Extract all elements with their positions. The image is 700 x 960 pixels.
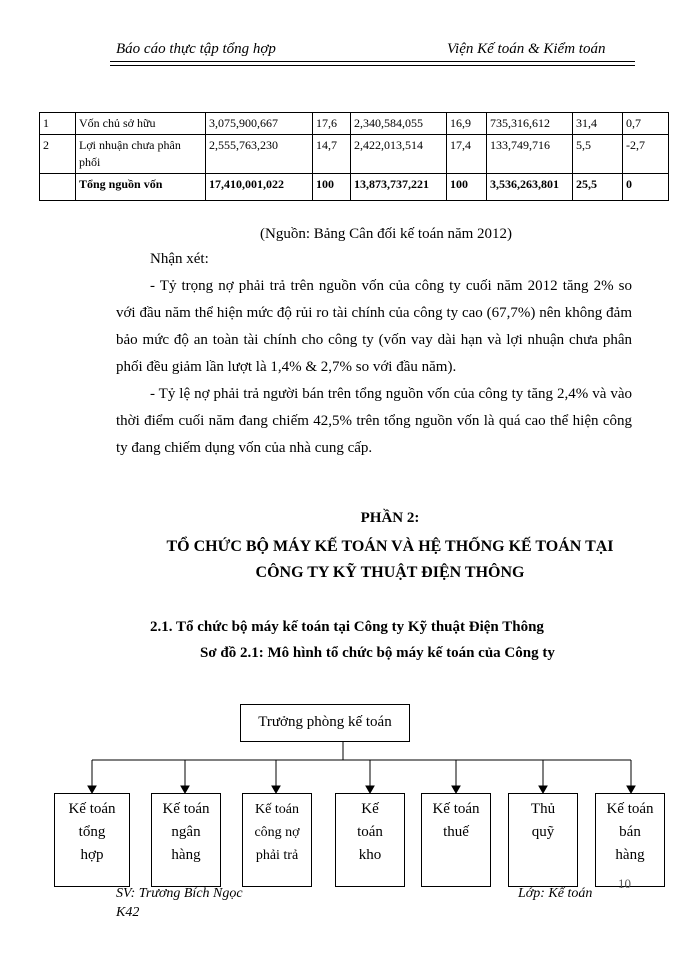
org-unit-line: Kế toán <box>606 801 654 817</box>
org-unit-line: hàng <box>171 847 201 863</box>
table-cell: 17,6 <box>313 113 351 135</box>
part-title-line-2: CÔNG TY KỸ THUẬT ĐIỆN THÔNG <box>255 564 525 581</box>
diagram-caption: Sơ đồ 2.1: Mô hình tổ chức bộ máy kế toán của Công ty <box>200 645 555 661</box>
org-unit-line: toán <box>357 824 383 840</box>
org-unit-line: bán <box>619 824 641 840</box>
org-unit-sales-accounting <box>595 793 665 887</box>
table-cell: 2,340,584,055 <box>351 113 447 135</box>
table-cell: 5,5 <box>573 135 623 174</box>
table-cell: 13,873,737,221 <box>351 174 447 201</box>
org-unit-bank-accounting <box>151 793 221 887</box>
comment-paragraph-1: - Tỷ trọng nợ phải trả trên nguồn vốn của công ty cuối năm 2012 tăng 2% so với đầu năm thể hiện mức độ rủi ro tài chính của công ty cao (67,7%) nên không đảm bảo mức độ an toàn tài chính cho công ty (vốn vay dài hạn và lợi nhuận chưa phân phối đều giảm lần lượt là 1,4% & 2,7% so với đầu năm). <box>116 278 632 375</box>
org-head-label: Trưởng phòng kế toán <box>258 714 392 730</box>
table-cell: 3,536,263,801 <box>487 174 573 201</box>
table-cell: 0 <box>623 174 669 201</box>
org-unit-line: ngân <box>171 824 201 840</box>
header-title-right: Viện Kế toán & Kiểm toán <box>447 41 606 57</box>
table-cell: 133,749,716 <box>487 135 573 174</box>
org-unit-line: kho <box>358 847 382 863</box>
footer-student: SV: Trương Bích Ngọc <box>116 886 243 901</box>
table-cell: 17,410,001,022 <box>206 174 313 201</box>
section-heading: 2.1. Tổ chức bộ máy kế toán tại Công ty Kỹ thuật Điện Thông <box>150 619 544 635</box>
table-cell: Vốn chủ sở hữu <box>76 113 206 135</box>
org-unit-line: Kế toán <box>255 802 299 817</box>
table-cell: 100 <box>447 174 487 201</box>
org-unit-line: công nợ <box>254 825 300 840</box>
table-cell: 2 <box>40 135 76 174</box>
org-unit-line: hàng <box>615 847 645 863</box>
org-unit-line: Kế <box>361 801 379 817</box>
org-unit-tax-accounting <box>421 793 491 887</box>
org-unit-line: Thủ <box>530 801 556 817</box>
part-label: PHẦN 2: <box>360 510 420 526</box>
table-cell: 100 <box>313 174 351 201</box>
org-unit-cashier <box>508 793 578 887</box>
org-unit-line: quỹ <box>531 824 555 840</box>
table-cell: 31,4 <box>573 113 623 135</box>
org-unit-line: hợp <box>80 847 104 863</box>
org-unit-general-accounting <box>54 793 130 887</box>
table-source-note: (Nguồn: Bảng Cân đối kế toán năm 2012) <box>260 226 513 242</box>
table-cell: Lợi nhuận chưa phân phối <box>76 135 206 174</box>
table-cell: 2,555,763,230 <box>206 135 313 174</box>
table-cell: 17,4 <box>447 135 487 174</box>
org-unit-inventory-accounting <box>335 793 405 887</box>
part-title-line-1: TỔ CHỨC BỘ MÁY KẾ TOÁN VÀ HỆ THỐNG KẾ TOÁN TẠI <box>166 538 614 555</box>
org-unit-line: Kế toán <box>162 801 210 817</box>
org-unit-line: Kế toán <box>432 801 480 817</box>
footer-student-cohort: K42 <box>116 905 140 920</box>
table-cell: 1 <box>40 113 76 135</box>
org-unit-line: phải trả <box>255 848 299 863</box>
table-cell: Tổng nguồn vốn <box>76 174 206 201</box>
page-number: 10 <box>618 876 631 891</box>
org-unit-payables-accounting <box>242 793 312 887</box>
table-cell: -2,7 <box>623 135 669 174</box>
table-cell: 2,422,013,514 <box>351 135 447 174</box>
table-cell: 25,5 <box>573 174 623 201</box>
comment-paragraph-2: - Tỷ lệ nợ phải trả người bán trên tổng nguồn vốn của công ty tăng 2,4% và vào thời điểm cuối năm đang chiếm 42,5% trên tổng nguồn vốn là quá cao thể hiện công ty đang chiếm dụng vốn của nhà cung cấp. <box>116 386 632 456</box>
org-unit-line: Kế toán <box>68 801 116 817</box>
org-unit-line: thuế <box>443 824 469 840</box>
org-head-box <box>240 704 410 742</box>
table-cell: 3,075,900,667 <box>206 113 313 135</box>
footer-class: Lớp: Kế toán <box>518 886 593 901</box>
comments-title: Nhận xét: <box>150 251 209 267</box>
header-title-left: Báo cáo thực tập tổng hợp <box>116 41 276 57</box>
table-cell: 735,316,612 <box>487 113 573 135</box>
table-cell: 14,7 <box>313 135 351 174</box>
org-unit-line: tổng <box>78 824 106 840</box>
table-cell: 0,7 <box>623 113 669 135</box>
table-cell: 16,9 <box>447 113 487 135</box>
